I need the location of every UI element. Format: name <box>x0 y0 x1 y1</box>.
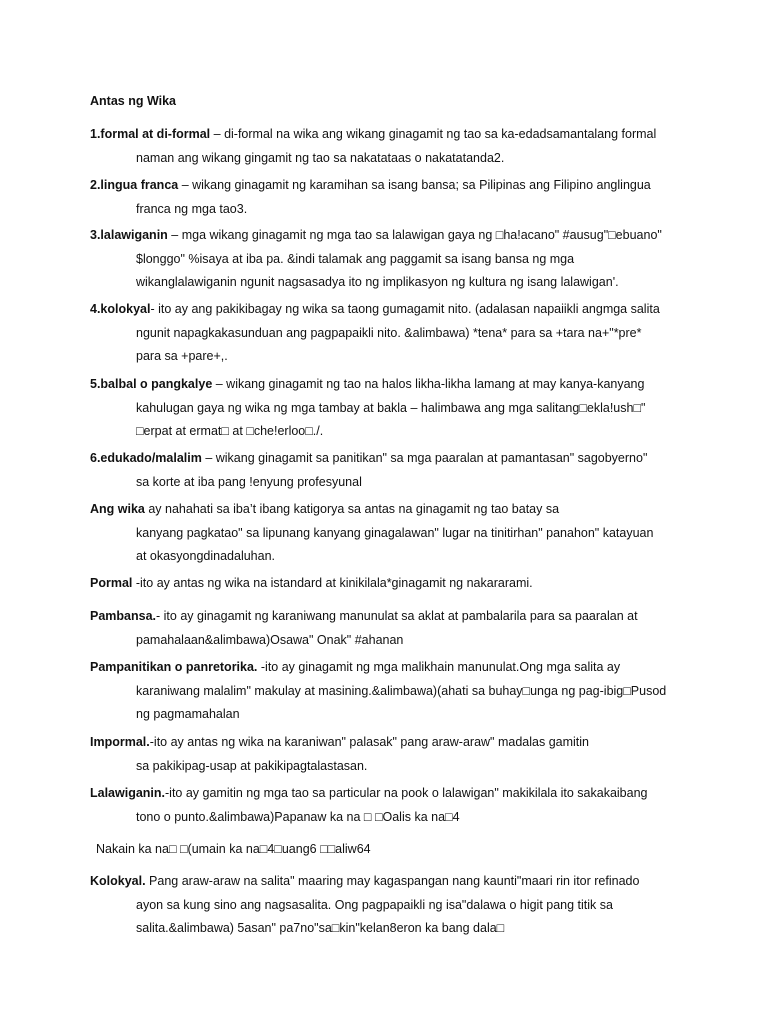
section-label: 6.edukado/malalim <box>90 451 202 465</box>
section-text: salita.&alimbawa) 5asan" pa7no"sa□kin"kelan8eron ka bang dala□ <box>136 921 505 935</box>
section-label: Pampanitikan o panretorika. <box>90 660 258 674</box>
section-text: – di-formal na wika ang wikang ginagamit ng tao sa ka-edadsamantalang formal <box>210 127 657 141</box>
section-text: sa korte at iba pang !enyung profesyunal <box>136 474 362 489</box>
section-text: karaniwang malalim" makulay at masining.&alimbawa)(ahati sa buhay□unga ng pag-ibig□Pusod <box>136 683 667 698</box>
section-text: – mga wikang ginagamit ng mga tao sa lalawigan gaya ng □ha!acano" #ausug"□ebuano" <box>167 228 662 242</box>
section-label: 5.balbal o pangkalye <box>90 377 213 391</box>
section-text: para sa +pare+,. <box>136 349 228 363</box>
section-text: sa pakikipag-usap at pakikipagtalastasan. <box>136 758 368 773</box>
section-text: □erpat at ermat□ at □che!erloo□./. <box>136 424 324 438</box>
section-edukado <box>90 447 690 494</box>
section-nakain <box>90 838 690 862</box>
section-lalawiganin <box>90 224 690 295</box>
section-text: -ito ay antas ng wika na karaniwan" palasak" pang araw-araw" madalas gamitin <box>149 735 589 749</box>
section-pambansa <box>90 605 690 652</box>
section-kolokyal-2 <box>90 870 690 941</box>
section-text: ng pagmamahalan <box>136 707 240 721</box>
section-label: Pambansa. <box>90 609 157 623</box>
section-formal <box>90 123 690 170</box>
section-text: -ito ay ginagamit ng mga malikhain manunulat.Ong mga salita ay <box>257 660 621 674</box>
section-text: - ito ay ginagamit ng karaniwang manunulat sa aklat at pambalarila para sa paaralan at <box>156 609 638 623</box>
section-text: ay nahahati sa iba’t ibang katigorya sa antas na ginagamit ng tao batay sa <box>144 502 560 516</box>
section-label: Pormal <box>90 576 133 590</box>
section-text: – wikang ginagamit ng karamihan sa isang bansa; sa Pilipinas ang Filipino anglingua <box>178 178 651 192</box>
section-text: naman ang wikang gingamit ng tao sa nakatataas o nakatatanda2. <box>136 150 505 165</box>
section-text: tono o punto.&alimbawa)Papanaw ka na □ □Oalis ka na□4 <box>136 809 460 824</box>
section-ang-wika <box>90 498 690 569</box>
section-text: -ito ay antas ng wika na istandard at kinikilala*ginagamit ng nakararami. <box>132 576 533 590</box>
section-text: franca ng mga tao3. <box>136 201 248 216</box>
section-text: ngunit napagkakasunduan ang pagpapaikli nito. &alimbawa) *tena* para sa +tara na+"*pre* <box>136 325 642 340</box>
section-text: - ito ay ang pakikibagay ng wika sa taong gumagamit nito. (adalasan napaiikli angmga salita <box>150 302 660 316</box>
section-text: kanyang pagkatao" sa lipunang kanyang ginagalawan" lugar na tinitirhan" panahon" katayuan <box>136 525 654 540</box>
section-text: – wikang ginagamit sa panitikan" sa mga paaralan at pamantasan" sagobyerno" <box>201 451 648 465</box>
section-label: 4.kolokyal <box>90 302 151 316</box>
section-text: kahulugan gaya ng wika ng mga tambay at bakla – halimbawa ang mga salitang□ekla!ush□" <box>136 400 646 415</box>
document-title: Antas ng Wika <box>90 94 177 108</box>
section-label: Lalawiganin. <box>90 786 166 800</box>
section-kolokyal <box>90 298 690 369</box>
section-label: 1.formal at di-formal <box>90 127 211 141</box>
section-text: – wikang ginagamit ng tao na halos likha-likha lamang at may kanya-kanyang <box>212 377 645 391</box>
section-pampanitikan <box>90 656 690 727</box>
section-text: at okasyongdinadaluhan. <box>136 549 276 563</box>
section-balbal <box>90 373 690 444</box>
section-label: 3.lalawiganin <box>90 228 168 242</box>
section-label: 2.lingua franca <box>90 178 179 192</box>
section-label: Ang wika <box>90 502 145 516</box>
section-label: Impormal. <box>90 735 150 749</box>
section-text: pamahalaan&alimbawa)Osawa" Onak" #ahanan <box>136 632 404 647</box>
section-text: Pang araw-araw na salita" maaring may kagaspangan nang kaunti"maari rin itor refinado <box>145 874 640 888</box>
section-text: wikanglalawiganin ngunit nagsasadya ito ng implikasyon ng kultura ng isang lalawigan'. <box>136 275 619 289</box>
section-impormal <box>90 731 690 778</box>
section-lingua-franca <box>90 174 690 221</box>
section-lalawiganin-2 <box>90 782 690 829</box>
section-text: ayon sa kung sino ang nagsasalita. Ong pagpapaikli ng isa"dalawa o higit pang titik sa <box>136 897 613 912</box>
section-text: Nakain ka na□ □(umain ka na□4□uang6 □□aliw64 <box>96 842 371 856</box>
section-text: $longgo" %isaya at iba pa. &indi talamak ang paggamit sa isang bansa ng mga <box>136 251 575 266</box>
section-text: -ito ay gamitin ng mga tao sa particular na pook o lalawigan" makikilala ito sakakaibang <box>165 786 648 800</box>
section-label: Kolokyal. <box>90 874 146 888</box>
section-pormal <box>90 572 690 596</box>
